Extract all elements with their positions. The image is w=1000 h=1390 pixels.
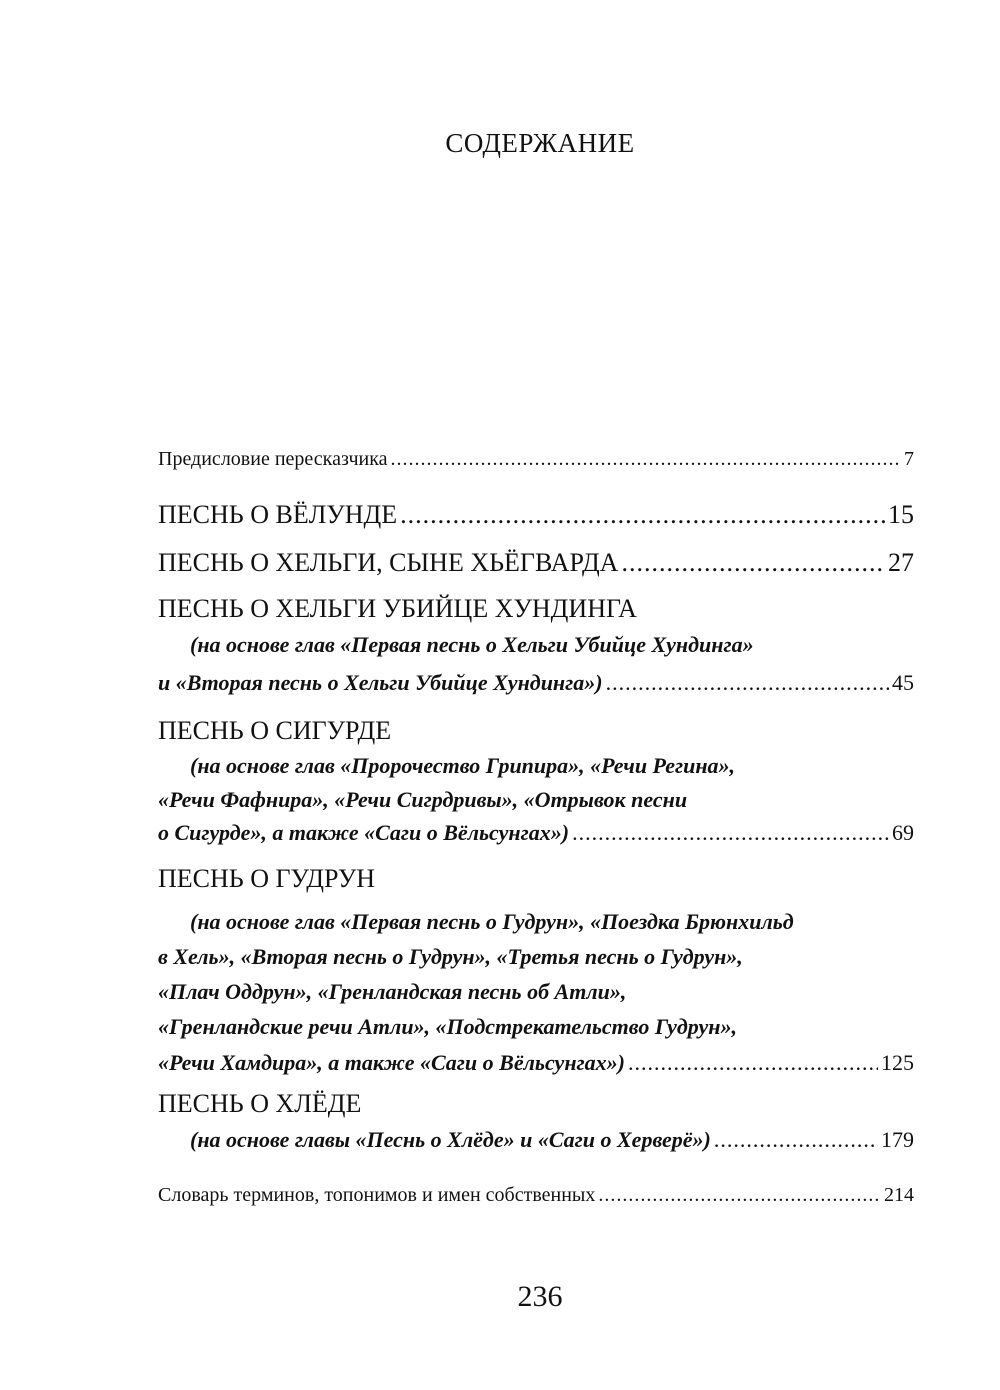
toc-entry-title: ПЕСНЬ О ХЕЛЬГИ УБИЙЦЕ ХУНДИНГА	[158, 594, 637, 623]
toc-entry-title: ПЕСНЬ О СИГУРДЕ	[158, 716, 392, 745]
toc-entry	[158, 716, 914, 746]
toc-entry-page: 125	[881, 1050, 914, 1075]
toc-entry-title: (на основе глав «Первая песнь о Хельги Убийце Хундинга»	[190, 632, 754, 657]
toc-entry-title: «Гренландские речи Атли», «Подстрекательство Гудрун»,	[158, 1014, 737, 1039]
toc-entry-title: о Сигурде», а также «Саги о Вёльсунгах»)	[158, 820, 570, 845]
toc-entry-title: и «Вторая песнь о Хельги Убийце Хундинга»)	[158, 670, 603, 695]
leader-dots	[391, 448, 902, 471]
toc-entry	[190, 909, 914, 935]
toc-entry-title: ПЕСНЬ О ХЛЁДЕ	[158, 1089, 362, 1118]
toc-entry	[190, 632, 914, 658]
toc-entry	[158, 594, 914, 624]
toc-entry-title: ПЕСНЬ О ГУДРУН	[158, 864, 376, 893]
toc-entry	[158, 787, 914, 813]
toc-entry-title: «Речи Хамдира», а также «Саги о Вёльсунгах»)	[158, 1050, 625, 1075]
toc-entry	[158, 500, 914, 530]
toc-entry-title: ПЕСНЬ О ХЕЛЬГИ, СЫНЕ ХЬЁГВАРДА	[158, 548, 619, 577]
leader-dots	[628, 1050, 878, 1076]
toc-entry	[158, 979, 914, 1005]
toc-entry	[190, 753, 914, 779]
toc-entry-page: 45	[892, 670, 914, 695]
toc-entry	[158, 864, 914, 894]
toc-entry-page: 69	[892, 820, 914, 845]
leader-dots	[606, 670, 889, 696]
toc-entry	[158, 1050, 914, 1076]
toc-entry-title: «Речи Фафнира», «Речи Сигрдривы», «Отрывок песни	[158, 787, 688, 812]
toc-entry-page: 27	[888, 548, 914, 577]
toc-entry-title: Словарь терминов, топонимов и имен собственных	[158, 1184, 596, 1206]
leader-dots	[400, 500, 885, 530]
toc-entry-title: «Плач Оддрун», «Гренландская песнь об Атли»,	[158, 979, 627, 1004]
leader-dots	[572, 820, 889, 846]
leader-dots	[714, 1127, 878, 1153]
toc-entry-title: Предисловие пересказчика	[158, 448, 388, 470]
page-number: 236	[517, 1280, 563, 1313]
toc-entry	[158, 1089, 914, 1119]
toc-entry-title: (на основе глав «Первая песнь о Гудрун», «Поездка Брюнхильд	[190, 909, 794, 934]
toc-entry-title: ПЕСНЬ О ВЁЛУНДЕ	[158, 500, 398, 529]
toc-entry	[158, 1184, 914, 1207]
toc-entry-title: в Хель», «Вторая песнь о Гудрун», «Третья песнь о Гудрун»,	[158, 944, 743, 969]
page-title: СОДЕРЖАНИЕ	[445, 128, 635, 158]
toc-entry-title: (на основе главы «Песнь о Хлёде» и «Саги о Херверё»)	[190, 1127, 711, 1152]
toc-entry	[158, 670, 914, 696]
leader-dots	[621, 548, 885, 578]
leader-dots	[598, 1184, 881, 1207]
toc-entry	[158, 548, 914, 578]
toc-entry	[158, 820, 914, 846]
toc-entry	[158, 448, 914, 471]
toc-entry	[158, 1014, 914, 1040]
toc-entry-page: 214	[884, 1184, 914, 1206]
toc-entry	[190, 1127, 914, 1153]
toc-entry-page: 7	[904, 448, 914, 470]
toc-entry-page: 15	[888, 500, 914, 529]
toc-entry-title: (на основе глав «Пророчество Грипира», «Речи Регина»,	[190, 753, 736, 778]
toc-entry-page: 179	[881, 1127, 914, 1152]
toc-entry	[158, 944, 914, 970]
